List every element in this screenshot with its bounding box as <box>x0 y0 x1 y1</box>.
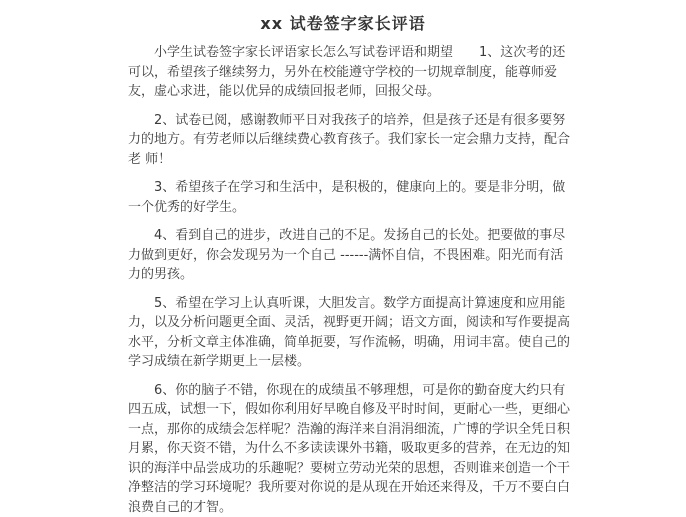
paragraph-comment-3: 3、希望孩子在学习和生活中，是积极的，健康向上的。要是非分明，做一个优秀的好学生。 <box>128 178 574 217</box>
document-title: xx 试卷签字家长评语 <box>0 13 686 35</box>
document-page <box>0 13 686 484</box>
paragraph-comment-2: 2、试卷已阅，感谢教师平日对我孩子的培养，但是孩子还是有很多要努力的地方。有劳老师以后继续费心教育孩子。我们家长一定会鼎力支持，配合老 师！ <box>128 111 574 170</box>
paragraph-comment-5: 5、希望在学习上认真听课，大胆发言。数学方面提高计算速度和应用能力，以及分析问题更全面、灵活，视野更开阔；语文方面，阅读和写作要提高水平，分析文章主体准确，简单扼要，写作流畅，明确，用词丰富。使自己的学习成绩在新学期更上一层楼。 <box>128 294 574 372</box>
paragraph-comment-4: 4、看到自己的进步，改进自己的不足。发扬自己的长处。把要做的事尽力做到更好，你会发现另为一个自己 ------满怀自信，不畏困难。阳光而有活力的男孩。 <box>128 226 574 285</box>
document-body <box>128 43 574 517</box>
paragraph-intro-and-comment-1: 小学生试卷签字家长评语家长怎么写试卷评语和期望 1、这次考的还可以，希望孩子继续努力，另外在校能遵守学校的一切规章制度，能尊师爱友，虚心求进，能以优异的成绩回报老师，回报父母。 <box>128 43 574 102</box>
paragraph-comment-6: 6、你的脑子不错，你现在的成绩虽不够理想，可是你的勤奋度大约只有四五成，试想一下，假如你利用好早晚自修及平时时间，更耐心一些，更细心一点，那你的成绩会怎样呢？浩瀚的海洋来自涓涓细流，广博的学识全凭日积月累，你天资不错，为什么不多读读课外书籍，吸取更多的营养，在无边的知识的海洋中品尝成功的乐趣呢？要树立劳动光荣的思想，否则谁来创造一个干净整洁的学习环境呢？我所要对你说的是从现在开始还来得及，千万不要白白浪费自己的才智。 <box>128 381 574 517</box>
